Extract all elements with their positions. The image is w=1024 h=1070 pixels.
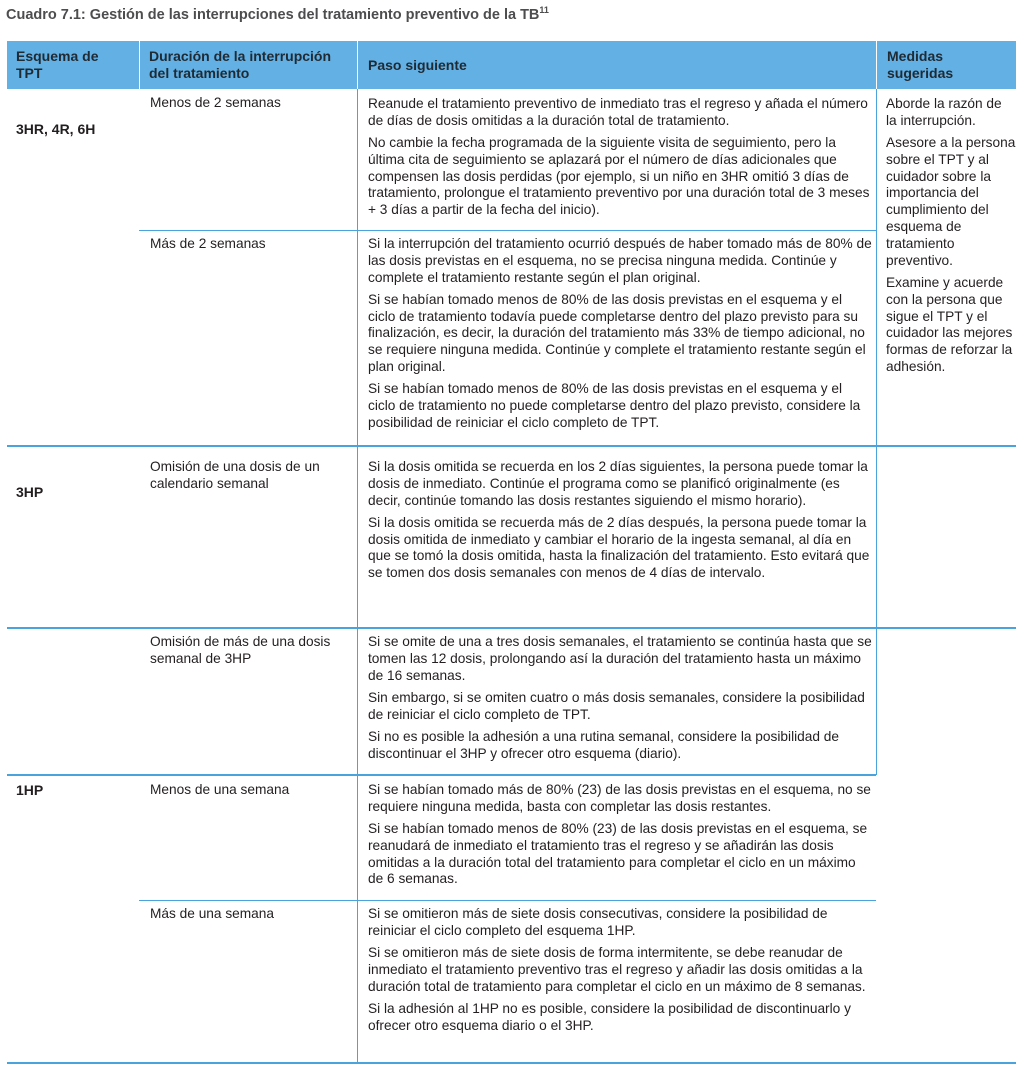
table-header xyxy=(7,41,1016,89)
scheme-label: 3HP xyxy=(16,484,44,500)
header-scheme: Esquema de TPT xyxy=(16,48,99,81)
measures-cell xyxy=(886,96,1016,381)
measure-paragraph: Examine y acuerde con la persona que sigue el TPT y el cuidador las mejores formas de reforzar la adhesión. xyxy=(886,274,1013,374)
duration-cell: Más de una semana xyxy=(150,906,275,921)
step-paragraph: Reanude el tratamiento preventivo de inmediato tras el regreso y añada el número de días de dosis omitidas a la duración total de tratamiento. xyxy=(368,96,868,128)
step-paragraph: Si la adhesión al 1HP no es posible, considere la posibilidad de discontinuarlo y ofrecer otro esquema diario o el 3HP. xyxy=(368,1000,851,1033)
header-divider xyxy=(357,41,358,89)
scheme-label: 1HP xyxy=(16,782,44,798)
table-caption: Cuadro 7.1: Gestión de las interrupciones del tratamiento preventivo de la TB$^{11}$ xyxy=(6,5,549,23)
measure-paragraph: Aborde la razón de la interrupción. xyxy=(886,96,1002,128)
next-step-cell xyxy=(368,634,872,768)
step-paragraph: Si no es posible la adhesión a una rutina semanal, considere la posibilidad de discontinuar el 3HP y ofrecer otro esquema (diario). xyxy=(368,728,840,761)
row-divider xyxy=(139,900,876,901)
column-divider xyxy=(357,89,358,1062)
step-paragraph: No cambie la fecha programada de la siguiente visita de seguimiento, pero la última cita de seguimiento se aplazará por el número de días adicionales que compensen las dosis perdidas (por ejemplo, si un niño en 3HR omitió 3 días de tratamiento, prolongue el tratamiento preventivo por una duración total de 3 meses + 3 días a partir de la fecha del inicio). xyxy=(368,135,870,218)
step-paragraph: Si se habían tomado menos de 80% (23) de las dosis previstas en el esquema, se reanudará de inmediato el tratamiento tras el regreso y se añadirán las dosis omitidas a la duración total del tratamiento para completar el ciclo en un máximo de 6 semanas. xyxy=(368,821,868,887)
next-step-cell xyxy=(368,96,872,225)
next-step-cell xyxy=(368,236,872,437)
header-divider xyxy=(139,41,140,89)
step-paragraph: Si se omite de una a tres dosis semanales, el tratamiento se continúa hasta que se tomen las 12 dosis, prolongando así la duración del tratamiento hasta un máximo de 16 semanas. xyxy=(368,634,872,683)
group-divider xyxy=(7,774,876,776)
duration-cell: Omisión de una dosis de un calendario semanal xyxy=(150,459,320,491)
header-divider xyxy=(876,41,877,89)
group-divider xyxy=(7,445,1016,447)
next-step-cell xyxy=(368,459,872,588)
duration-cell: Más de 2 semanas xyxy=(150,236,266,251)
row-divider xyxy=(139,230,876,231)
step-paragraph: Si se habían tomado menos de 80% de las dosis previstas en el esquema y el ciclo de tratamiento todavía puede completarse dentro del plazo previsto para su finalización, es decir, la duración del tratamiento más 33% de tiempo adicional, no se requiere ninguna medida. Continúe y complete el tratamiento restante según el plan original. xyxy=(368,291,866,375)
step-paragraph: Si la dosis omitida se recuerda más de 2 días después, la persona puede tomar la dosis omitida de inmediato y cambiar el horario de la ingesta semanal, al día en que se tomó la dosis omitida, hasta la finalización del tratamiento. Esto evitará que se tomen dos dosis semanales con menos de 4 días de intervalo. xyxy=(368,514,870,581)
header-next-step: Paso siguiente xyxy=(368,57,467,73)
next-step-cell xyxy=(368,906,872,1040)
header-duration: Duración de la interrupción del tratamiento xyxy=(149,48,332,81)
group-divider xyxy=(7,627,1016,629)
scheme-label: 3HR, 4R, 6H xyxy=(16,121,96,137)
column-divider xyxy=(876,89,877,775)
step-paragraph: Si se habían tomado más de 80% (23) de las dosis previstas en el esquema, no se requiere ninguna medida, basta con completar las dosis restantes. xyxy=(368,782,871,814)
next-step-cell xyxy=(368,782,872,894)
duration-cell: Omisión de más de una dosis semanal de 3HP xyxy=(150,634,331,666)
step-paragraph: Sin embargo, si se omiten cuatro o más dosis semanales, considere la posibilidad de reiniciar el ciclo completo de TPT. xyxy=(368,689,865,722)
step-paragraph: Si se omitieron más de siete dosis consecutivas, considere la posibilidad de reiniciar el ciclo completo del esquema 1HP. xyxy=(368,906,828,938)
step-paragraph: Si se omitieron más de siete dosis de forma intermitente, se debe reanudar de inmediato el tratamiento preventivo tras el regreso y añadir las dosis omitidas a la duración total de tratamiento para completar el ciclo en un máximo de 8 semanas. xyxy=(368,945,866,994)
duration-cell: Menos de 2 semanas xyxy=(150,95,281,110)
header-measures: Medidas sugeridas xyxy=(887,48,954,81)
table-bottom-rule xyxy=(7,1062,1016,1064)
step-paragraph: Si la interrupción del tratamiento ocurrió después de haber tomado más de 80% de las dosis previstas en el esquema, no se precisa ninguna medida. Continúe y complete el tratamiento restante según el plan original. xyxy=(368,236,872,285)
caption-footnote: 11 xyxy=(539,5,549,15)
duration-cell: Menos de una semana xyxy=(150,782,290,797)
step-paragraph: Si se habían tomado menos de 80% de las dosis previstas en el esquema y el ciclo de tratamiento no puede completarse dentro del plazo previsto, considere la posibilidad de reiniciar el ciclo completo de TPT. xyxy=(368,381,861,430)
measure-paragraph: Asesore a la persona sobre el TPT y al cuidador sobre la importancia del cumplimiento del esquema de tratamiento preventivo. xyxy=(886,135,1016,268)
step-paragraph: Si la dosis omitida se recuerda en los 2 días siguientes, la persona puede tomar la dosis de inmediato. Continúe el programa como se planificó originalmente (es decir, continúe tomando las dosis restantes siguiendo el mismo horario). xyxy=(368,459,868,508)
